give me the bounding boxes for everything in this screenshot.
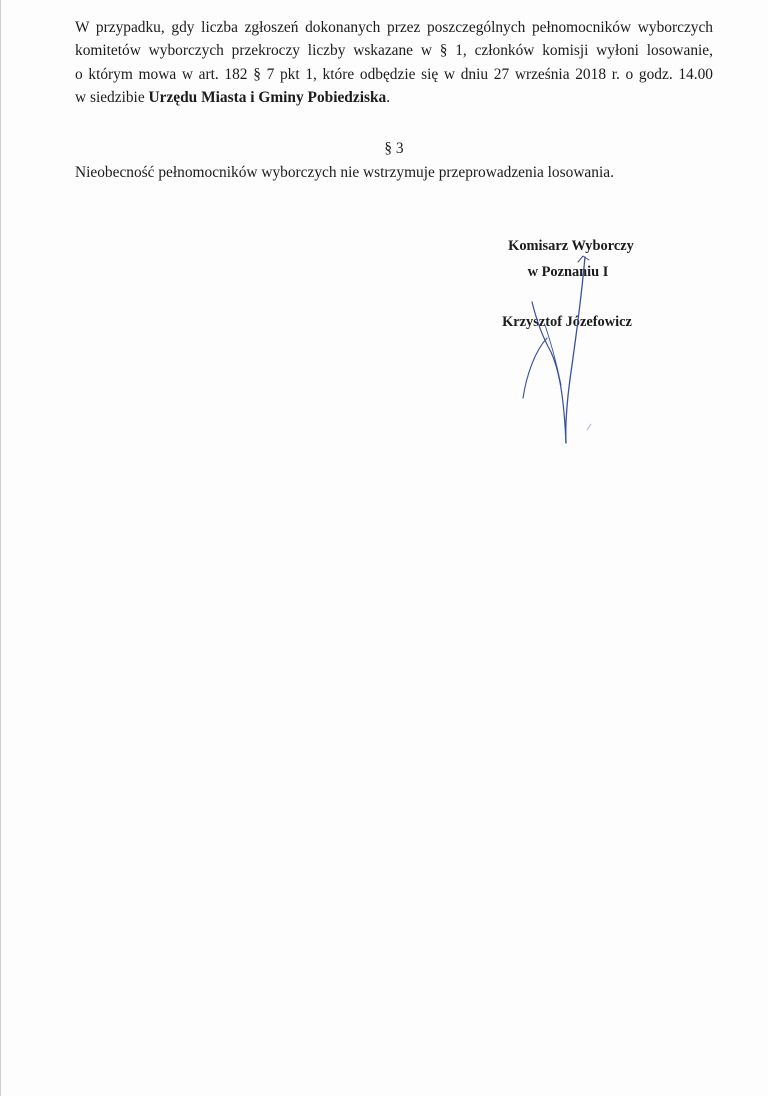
paragraph-line: W przypadku, gdy liczba zgłoszeń dokonanych przez poszczególnych pełnomocników wyborczych <box>75 19 713 36</box>
office-name: Urzędu Miasta i Gminy Pobiedziska <box>148 89 387 107</box>
paragraph-lottery-rules <box>75 16 713 110</box>
signatory-title: Komisarz Wyborczy <box>508 238 634 254</box>
signatory-office: w Poznaniu I <box>527 264 609 280</box>
paragraph-line-last <box>75 86 713 109</box>
section-heading: § 3 <box>384 140 404 157</box>
paragraph-line: o którym mowa w art. 182 § 7 pkt 1, które odbędzie się w dniu 27 września 2018 r. o godz. 14.00 <box>75 65 713 83</box>
paragraph-line: komitetów wyborczych przekroczy liczby wskazane w § 1, członków komisji wyłoni losowanie, <box>75 42 713 60</box>
signatory-name: Krzysztof Józefowicz <box>502 314 632 330</box>
paragraph-period: . <box>386 89 391 107</box>
signature-block <box>440 233 680 335</box>
paragraph-text: w siedzibie <box>75 89 149 107</box>
paragraph-absence-note: Nieobecność pełnomocników wyborczych nie wstrzymuje przeprowadzenia losowania. <box>75 164 614 181</box>
page-edge <box>0 0 1 1096</box>
